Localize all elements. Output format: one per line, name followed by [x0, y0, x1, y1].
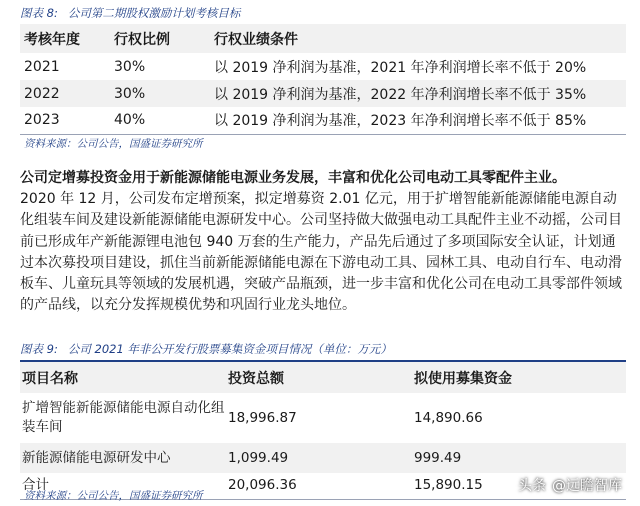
header-ratio: 行权比例 [114, 31, 170, 48]
cell-condition: 以 2019 净利润为基准，2021 年净利润增长率不低于 20% [214, 59, 587, 76]
cell-condition: 以 2019 净利润为基准，2023 年净利润增长率不低于 85% [212, 107, 626, 134]
cell-raised: 14,890.66 [414, 409, 483, 426]
paragraph-body: 2020 年 12 月，公司发布定增预案，拟定增募资 2.01 亿元，用于扩增智能新能源储能电源自动化组装车间及建设新能源储能电源研发中心。公司坚持做大做强电动工具配件主业不动摇，公司目前已形成年产新能源锂电池包 940 万套的生产能力，产品先后通过了多项国际安全认证，计划通过本次募投项目建设，抓住当前新能源储能电源在下游电动工具、园林工具、电动自行车、电动滑板车、儿童玩具等领域的发展机遇，突破产品瓶颈，进一步丰富和优化公司在电动工具零部件领域的产品线，以充分发挥规模优势和巩固行业龙头地位。 [20, 191, 622, 314]
cell-year: 2021 [24, 58, 60, 75]
cell-project: 扩增智能新能源储能电源自动化组装车间 [22, 400, 225, 435]
cell-ratio: 40% [112, 107, 212, 134]
cell-raised: 999.49 [414, 449, 462, 466]
cell-year: 2023 [20, 107, 112, 134]
table-header-row [20, 24, 626, 53]
cell-project: 新能源储能电源研发中心 [22, 449, 171, 466]
header-year: 考核年度 [24, 31, 80, 48]
figure9-title: 公司 2021 年非公开发行股票募集资金项目情况（单位：万元） [67, 342, 392, 356]
header-raised-funds: 拟使用募集资金 [414, 370, 512, 387]
table-row [20, 443, 626, 473]
cell-total: 18,996.87 [228, 409, 297, 426]
figure9-caption [20, 338, 626, 362]
figure9-source: 资料来源：公司公告，国盛证券研究所 [24, 490, 203, 502]
watermark-platform: 头条 [518, 478, 546, 494]
figure8-label: 图表 8: [20, 6, 58, 20]
header-project: 项目名称 [22, 370, 78, 387]
cell-project: 合计 [20, 473, 226, 499]
header-condition: 行权业绩条件 [214, 31, 298, 48]
table-row [20, 107, 626, 134]
table-row [20, 53, 626, 80]
paragraph-lead: 公司定增募投资金用于新能源储能电源业务发展，丰富和优化公司电动工具零配件主业。 [20, 170, 566, 186]
cell-condition: 以 2019 净利润为基准，2022 年净利润增长率不低于 35% [214, 86, 587, 103]
cell-total: 1,099.49 [228, 449, 289, 466]
figure9-label: 图表 9: [20, 342, 58, 356]
cell-ratio: 30% [114, 58, 146, 75]
body-paragraph [20, 168, 622, 316]
cell-total: 20,096.36 [226, 473, 412, 499]
table-row [20, 393, 626, 443]
watermark [518, 475, 622, 495]
watermark-account: @远瞻智库 [552, 478, 622, 494]
table-row [20, 80, 626, 107]
figure8-title: 公司第二期股权激励计划考核目标 [67, 6, 241, 20]
cell-raised: 15,890.15 [412, 473, 626, 499]
incentive-target-table [20, 24, 626, 135]
cell-ratio: 30% [114, 85, 146, 102]
table-header-row [20, 362, 626, 393]
figure8-source: 资料来源：公司公告，国盛证券研究所 [24, 138, 203, 150]
cell-year: 2022 [24, 85, 60, 102]
header-total-investment: 投资总额 [228, 370, 284, 387]
figure8-caption [20, 2, 626, 26]
